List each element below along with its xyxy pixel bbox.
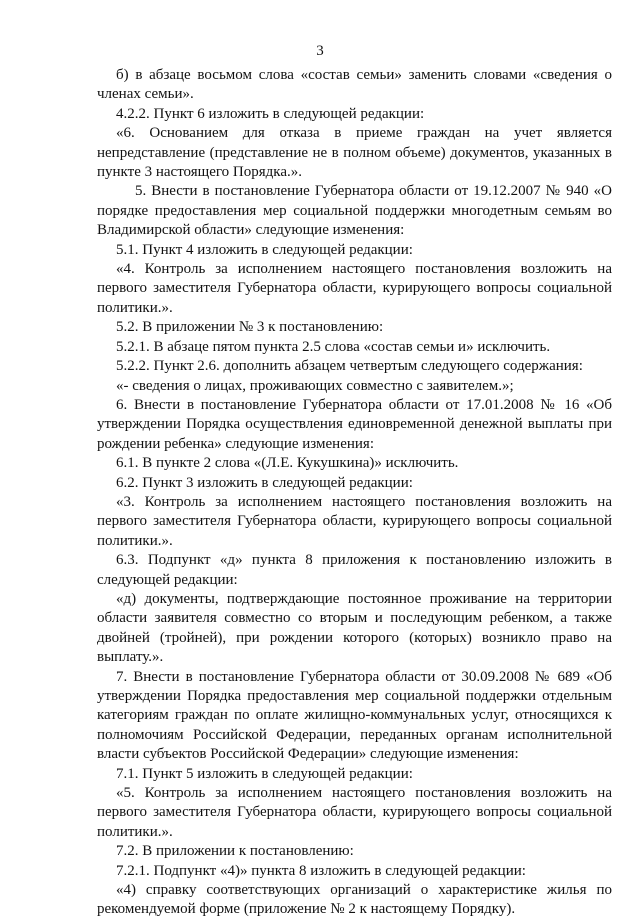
paragraph: б) в абзаце восьмом слова «состав семьи» заменить словами «сведения о членах семьи». bbox=[97, 67, 612, 103]
paragraph: 5.2.2. Пункт 2.6. дополнить абзацем четвертым следующего содержания: bbox=[116, 358, 583, 375]
paragraph: 6.2. Пункт 3 изложить в следующей редакции: bbox=[116, 474, 413, 491]
paragraph: 4.2.2. Пункт 6 изложить в следующей редакции: bbox=[116, 105, 425, 122]
paragraph: 5. Внести в постановление Губернатора области от 19.12.2007 № 940 «О порядке предоставления мер социальной поддержки многодетным семьям во Владимирской области» следующие изменения: bbox=[97, 183, 612, 239]
paragraph: «3. Контроль за исполнением настоящего постановления возложить на первого заместителя Губернатора области, курирующего вопросы социальной политики.». bbox=[97, 493, 612, 549]
paragraph: «4. Контроль за исполнением настоящего постановления возложить на первого заместителя Губернатора области, курирующего вопросы социальной политики.». bbox=[97, 261, 612, 316]
paragraph: «д) документы, подтверждающие постоянное проживание на территории области заявителя совместно со вторым и последующим ребенком, а также двойней (тройней), при рождении которого (которых) возникло право на выплату.». bbox=[97, 590, 612, 666]
paragraph: 7. Внести в постановление Губернатора области от 30.09.2008 № 689 «Об утверждении Порядка предоставления мер социальной поддержки отдельным категориям граждан по оплате жилищно-коммунальных услуг, относящихся к полномочиям Российской Федерации, переданных органам исполнительной власти субъектов Российской Федерации» следующие изменения: bbox=[97, 668, 612, 763]
paragraph: 6.3. Подпункт «д» пункта 8 приложения к постановлению изложить в следующей редакции: bbox=[97, 552, 612, 588]
paragraph: 7.2.1. Подпункт «4)» пункта 8 изложить в следующей редакции: bbox=[116, 862, 526, 879]
paragraph: «5. Контроль за исполнением настоящего постановления возложить на первого заместителя Губернатора области, курирующего вопросы социальной политики.». bbox=[97, 785, 612, 840]
paragraph: 6. Внести в постановление Губернатора области от 17.01.2008 № 16 «Об утверждении Порядка осуществления единовременной денежной выплаты при рождении ребенка» следующие изменения: bbox=[97, 396, 612, 452]
paragraph: 7.2. В приложении к постановлению: bbox=[116, 843, 354, 860]
paragraph: 5.1. Пункт 4 изложить в следующей редакции: bbox=[116, 241, 413, 258]
paragraph: 5.2.1. В абзаце пятом пункта 2.5 слова «состав семьи и» исключить. bbox=[116, 338, 551, 355]
paragraph: «- сведения о лицах, проживающих совместно с заявителем.»; bbox=[116, 377, 514, 394]
paragraph: 7.1. Пункт 5 изложить в следующей редакции: bbox=[116, 765, 413, 782]
paragraph: «4) справку соответствующих организаций о характеристике жилья по рекомендуемой форме (приложение № 2 к настоящему Порядку). bbox=[97, 882, 612, 918]
document-body bbox=[97, 66, 612, 920]
paragraph: 5.2. В приложении № 3 к постановлению: bbox=[116, 319, 384, 336]
page-number: 3 bbox=[316, 43, 324, 59]
paragraph: «6. Основанием для отказа в приеме граждан на учет является непредставление (представление не в полном объеме) документов, указанных в пункте 3 настоящего Порядка.». bbox=[97, 125, 612, 181]
paragraph: 6.1. В пункте 2 слова «(Л.Е. Кукушкина)» исключить. bbox=[116, 455, 459, 472]
